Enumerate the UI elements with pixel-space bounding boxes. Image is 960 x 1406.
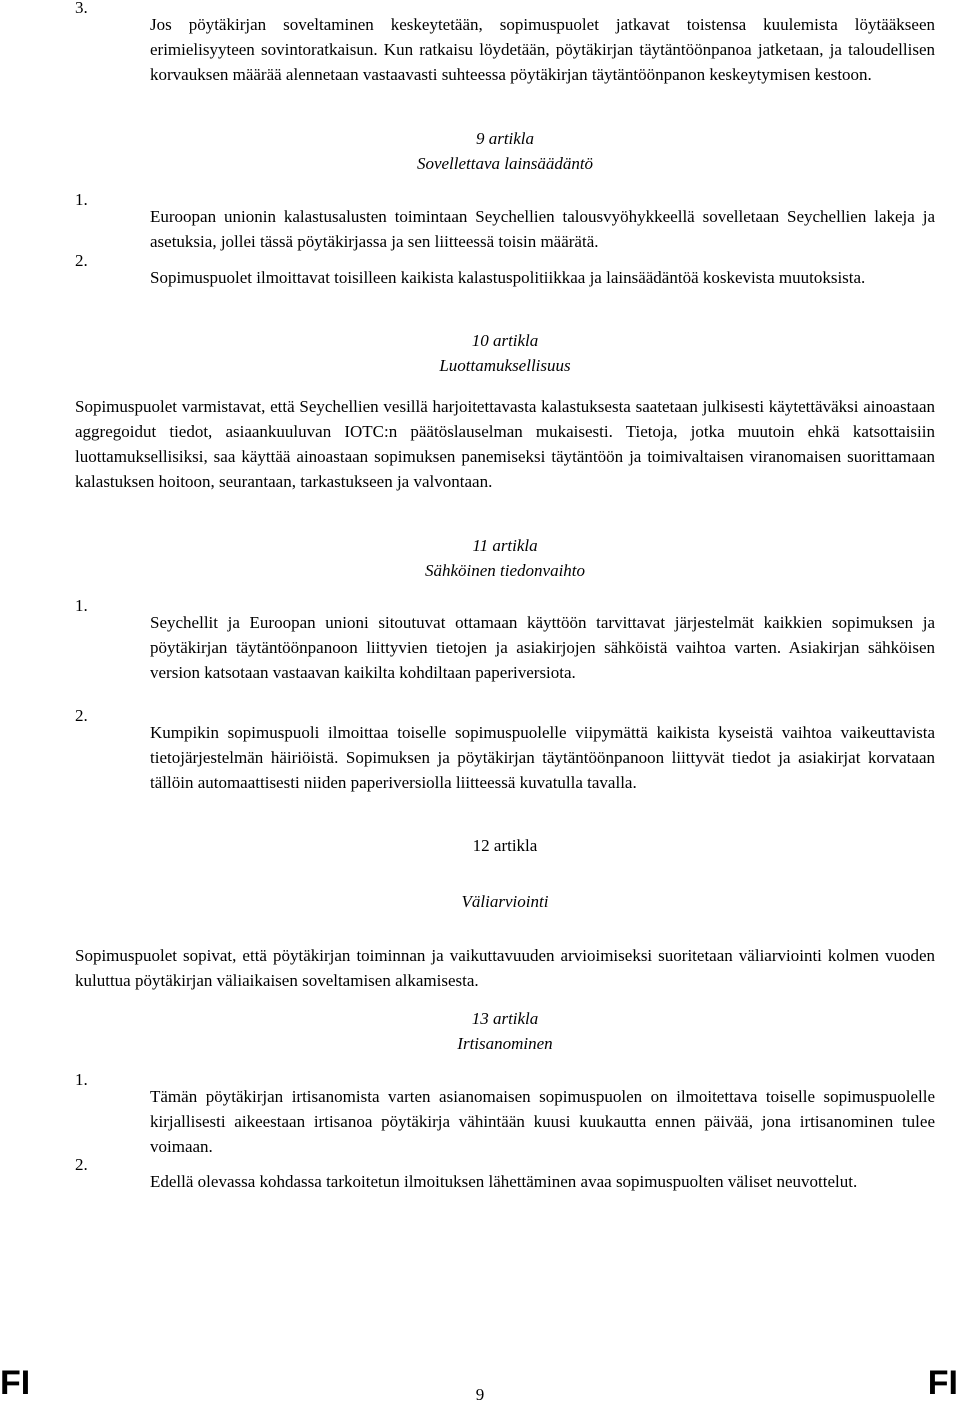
article-9-item-2-text: Sopimuspuolet ilmoittavat toisilleen kaikista kalastuspolitiikkaa ja lainsäädäntöä koskevista muutoksista. <box>150 268 866 287</box>
article-13-item-2-number: 2. <box>75 1155 88 1174</box>
article-12-title: Väliarviointi <box>461 892 549 911</box>
article-12-text: Sopimuspuolet sopivat, että pöytäkirjan toiminnan ja vaikuttavuuden arvioimiseksi suoritetaan väliarviointi kolmen vuoden kuluttua pöytäkirjan väliaikaisen soveltamisen alkamisesta. <box>75 946 935 990</box>
article-9-item-1-text: Euroopan unionin kalastusalusten toimintaan Seychellien talousvyöhykkeellä sovelletaan Seychellien lakeja ja asetuksia, jollei tässä pöytäkirjassa ja sen liitteessä toisin määrätä. <box>150 207 935 251</box>
article-13-item-1-text: Tämän pöytäkirjan irtisanomista varten asianomaisen sopimuspuolen on ilmoitettava toiselle sopimuspuolelle kirjallisesti aikeestaan irtisanoa pöytäkirja vähintään kuusi kuukautta ennen päivää, jona irtisanominen tulee voimaan. <box>150 1087 935 1156</box>
article-12-heading: 12 artikla <box>472 836 538 855</box>
footer-left-language-label: FI <box>0 1364 31 1402</box>
article-9-item-2-number: 2. <box>75 251 88 270</box>
article-10-heading: 10 artikla <box>471 331 539 350</box>
article-8-item-3-number: 3. <box>75 0 88 17</box>
article-10-text: Sopimuspuolet varmistavat, että Seychellien vesillä harjoitettavasta kalastuksesta saatetaan julkisesti käytettäväksi ainoastaan aggregoidut tiedot, asiaankuuluvan IOTC:n päätöslauselman mukaisesti. Tietoja, jotka muutoin ehkä katsottaisiin luottamuksellisiksi, saa käyttää ainoastaan sopimuksen panemiseksi täytäntöön ja toimivaltaisen viranomaisen suorittamaan kalastuksen hoitoon, seurantaan, tarkastukseen ja valvontaan. <box>75 397 935 491</box>
article-13-item-1-number: 1. <box>75 1070 88 1089</box>
article-11-heading: 11 artikla <box>472 536 538 555</box>
article-9-item-1-number: 1. <box>75 190 88 209</box>
article-8-item-3-text: Jos pöytäkirjan soveltaminen keskeytetään, sopimuspuolet jatkavat toistensa kuulemista löytääkseen erimielisyyteen sovintoratkaisun. Kun ratkaisu löydetään, pöytäkirjan täytäntöönpanoa jatketaan, ja taloudellisen korvauksen määrää alennetaan vastaavasti suhteessa pöytäkirjan täytäntöönpanon keskeytymisen kestoon. <box>150 15 935 84</box>
article-10-title: Luottamuksellisuus <box>439 356 571 375</box>
article-11-item-2-number: 2. <box>75 706 88 725</box>
article-13-title: Irtisanominen <box>457 1034 553 1053</box>
article-11-item-1-text: Seychellit ja Euroopan unioni sitoutuvat ottamaan käyttöön tarvittavat järjestelmät kaikkien sopimuksen ja pöytäkirjan täytäntöönpanoon liittyvien tietojen ja asiakirjojen sähköistä vaihtoa varten. Asiakirjan sähköisen version katsotaan vastaavan kaikilta kohdiltaan paperiversiota. <box>150 613 935 682</box>
article-11-item-1-number: 1. <box>75 596 88 615</box>
article-13-heading: 13 artikla <box>471 1009 539 1028</box>
footer-right-language-label: FI <box>927 1364 958 1402</box>
article-13-item-2-text: Edellä olevassa kohdassa tarkoitetun ilmoituksen lähettäminen avaa sopimuspuolten väliset neuvottelut. <box>150 1172 858 1191</box>
article-9-heading: 9 artikla <box>475 129 535 148</box>
article-11-title: Sähköinen tiedonvaihto <box>424 561 586 580</box>
footer-page-number: 9 <box>475 1385 485 1404</box>
article-11-item-2-text: Kumpikin sopimuspuoli ilmoittaa toiselle sopimuspuolelle viipymättä kaikista kyseistä vaihtoa vaikeuttavista tietojärjestelmän häiriöistä. Sopimuksen ja pöytäkirjan täytäntöönpanoon liittyvät tiedot ja asiakirjat korvataan tällöin automaattisesti niiden paperiversiolla liitteessä kuvatulla tavalla. <box>150 723 935 792</box>
article-9-title: Sovellettava lainsäädäntö <box>416 154 594 173</box>
